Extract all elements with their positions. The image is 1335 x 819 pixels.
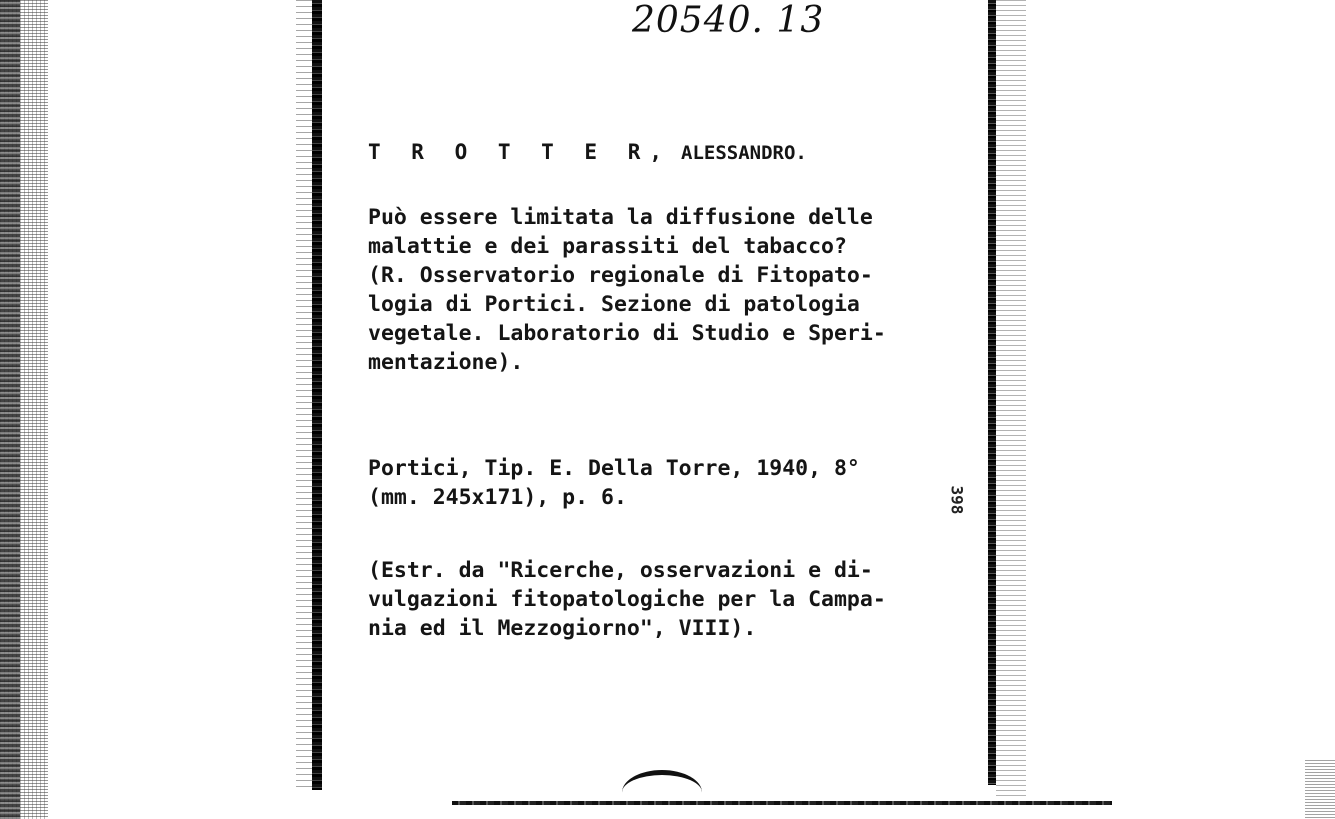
scan-edge-right [1305, 760, 1335, 819]
card-bottom-arc [622, 770, 702, 815]
imprint-block [368, 454, 860, 512]
side-stamp-number: 398 [947, 485, 967, 515]
card-border-right [988, 0, 996, 785]
title-block [368, 203, 886, 377]
card-border-left [312, 0, 322, 790]
accession-number: 20540. 13 [632, 0, 825, 41]
title-line: vegetale. Laboratorio di Studio e Speri- [368, 321, 886, 346]
author-surname: T R O T T E R, [368, 140, 672, 164]
title-line: malattie e dei parassiti del tabacco? [368, 234, 847, 259]
series-block [368, 556, 886, 643]
imprint-line: Portici, Tip. E. Della Torre, 1940, 8° [368, 456, 860, 481]
title-line: logia di Portici. Sezione di patologia [368, 292, 860, 317]
author-given-name: ALESSANDRO. [681, 142, 807, 164]
series-line: vulgazioni fitopatologiche per la Campa- [368, 587, 886, 612]
card-border-right-noise [996, 0, 1026, 800]
title-line: Può essere limitata la diffusione delle [368, 205, 873, 230]
author-heading [368, 140, 807, 164]
card-bottom-edge [452, 801, 1112, 805]
title-line: mentazione). [368, 350, 524, 375]
imprint-line: (mm. 245x171), p. 6. [368, 485, 627, 510]
series-line: (Estr. da "Ricerche, osservazioni e di- [368, 558, 873, 583]
series-line: nia ed il Mezzogiorno", VIII). [368, 616, 757, 641]
scan-edge-left-dark [0, 0, 20, 819]
title-line: (R. Osservatorio regionale di Fitopato- [368, 263, 873, 288]
